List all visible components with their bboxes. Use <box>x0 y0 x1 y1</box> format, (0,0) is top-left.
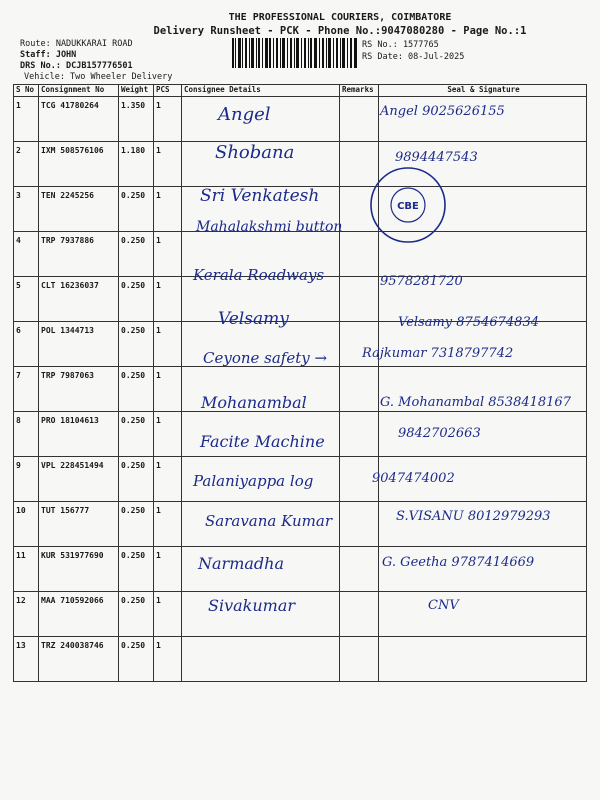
consignee-handwritten-name: Ceyone safety → <box>203 349 328 367</box>
row-pcs: 1 <box>154 97 182 142</box>
col-consignee: Consignee Details <box>182 85 340 97</box>
row-sno: 8 <box>14 412 39 457</box>
col-weight: Weight <box>119 85 154 97</box>
row-sno: 13 <box>14 637 39 682</box>
row-weight: 0.250 <box>119 412 154 457</box>
runsheet-table <box>13 84 587 682</box>
row-sno: 12 <box>14 592 39 637</box>
row-pcs: 1 <box>154 547 182 592</box>
row-consignee-cell <box>182 637 340 682</box>
row-pcs: 1 <box>154 637 182 682</box>
svg-text:CBE: CBE <box>397 201 419 212</box>
row-sno: 7 <box>14 367 39 412</box>
row-sno: 11 <box>14 547 39 592</box>
row-weight: 0.250 <box>119 502 154 547</box>
row-remarks-cell <box>340 592 379 637</box>
row-weight: 0.250 <box>119 322 154 367</box>
consignee-handwritten-name: Palaniyappa log <box>193 472 314 490</box>
col-pcs: PCS <box>154 85 182 97</box>
row-pcs: 1 <box>154 592 182 637</box>
row-weight: 0.250 <box>119 367 154 412</box>
row-consignment-no: MAA 710592066 <box>39 592 119 637</box>
recipient-signature: 9047474002 <box>372 471 455 486</box>
consignee-handwritten-name: Sivakumar <box>208 596 296 615</box>
row-sno: 9 <box>14 457 39 502</box>
row-consignment-no: TCG 41780264 <box>39 97 119 142</box>
row-remarks-cell <box>340 367 379 412</box>
recipient-signature: Rajkumar 7318797742 <box>362 346 514 361</box>
consignee-handwritten-name: Shobana <box>215 142 295 163</box>
row-remarks-cell <box>340 502 379 547</box>
consignee-handwritten-name: Narmadha <box>198 554 284 573</box>
col-seal-signature: Seal & Signature <box>379 85 587 97</box>
row-sno: 10 <box>14 502 39 547</box>
row-consignment-no: TRZ 240038746 <box>39 637 119 682</box>
table-row <box>14 592 587 637</box>
consignee-handwritten-name: Facite Machine <box>200 432 325 451</box>
row-weight: 0.250 <box>119 187 154 232</box>
recipient-signature: G. Mohanambal 8538418167 <box>380 395 571 410</box>
row-remarks-cell <box>340 412 379 457</box>
runsheet-subtitle: Delivery Runsheet - PCK - Phone No.:9047080280 - Page No.:1 <box>153 25 527 37</box>
table-row <box>14 637 587 682</box>
recipient-signature: G. Geetha 9787414669 <box>382 555 535 570</box>
recipient-signature: 9842702663 <box>398 426 481 441</box>
row-pcs: 1 <box>154 232 182 277</box>
route-label: Route: NADUKKARAI ROAD <box>20 39 133 49</box>
recipient-signature: CNV <box>428 598 459 613</box>
drs-label: DRS No.: DCJB157776501 <box>20 61 133 71</box>
col-consignment: Consignment No <box>39 85 119 97</box>
row-sno: 4 <box>14 232 39 277</box>
row-signature-cell <box>379 592 587 637</box>
recipient-signature: 9894447543 <box>395 150 478 165</box>
row-signature-cell <box>379 637 587 682</box>
table-header-row <box>14 85 587 97</box>
row-consignment-no: PRO 18104613 <box>39 412 119 457</box>
recipient-signature: S.VISANU 8012979293 <box>396 509 551 524</box>
col-sno: S No <box>14 85 39 97</box>
row-pcs: 1 <box>154 457 182 502</box>
company-title: THE PROFESSIONAL COURIERS, COIMBATORE <box>228 12 452 23</box>
recipient-signature: Velsamy 8754674834 <box>398 315 539 330</box>
row-consignment-no: TEN 2245256 <box>39 187 119 232</box>
row-weight: 0.250 <box>119 232 154 277</box>
consignee-handwritten-name: Saravana Kumar <box>205 512 332 530</box>
row-pcs: 1 <box>154 412 182 457</box>
consignee-handwritten-name: Kerala Roadways <box>193 266 325 284</box>
recipient-signature: Angel 9025626155 <box>380 104 505 119</box>
company-seal-stamp <box>368 165 448 245</box>
col-remarks: Remarks <box>340 85 379 97</box>
row-weight: 0.250 <box>119 277 154 322</box>
row-remarks-cell <box>340 277 379 322</box>
consignee-handwritten-name: Sri Venkatesh <box>200 186 320 206</box>
row-sno: 5 <box>14 277 39 322</box>
row-weight: 0.250 <box>119 637 154 682</box>
row-consignment-no: VPL 228451494 <box>39 457 119 502</box>
row-sno: 6 <box>14 322 39 367</box>
row-consignment-no: KUR 531977690 <box>39 547 119 592</box>
row-pcs: 1 <box>154 277 182 322</box>
consignee-handwritten-name: Velsamy <box>218 309 289 329</box>
row-sno: 2 <box>14 142 39 187</box>
row-sno: 3 <box>14 187 39 232</box>
barcode <box>232 38 357 68</box>
row-consignment-no: TUT 156777 <box>39 502 119 547</box>
staff-label: Staff: JOHN <box>20 50 77 60</box>
row-weight: 1.180 <box>119 142 154 187</box>
row-pcs: 1 <box>154 502 182 547</box>
row-weight: 1.350 <box>119 97 154 142</box>
rs-date: RS Date: 08-Jul-2025 <box>362 52 465 62</box>
row-pcs: 1 <box>154 322 182 367</box>
row-remarks-cell <box>340 637 379 682</box>
row-consignment-no: TRP 7937886 <box>39 232 119 277</box>
row-weight: 0.250 <box>119 592 154 637</box>
row-pcs: 1 <box>154 142 182 187</box>
row-consignment-no: TRP 7987063 <box>39 367 119 412</box>
row-pcs: 1 <box>154 187 182 232</box>
row-sno: 1 <box>14 97 39 142</box>
vehicle-label: Vehicle: Two Wheeler Delivery <box>24 72 173 82</box>
consignee-handwritten-name: Angel <box>218 104 271 125</box>
recipient-signature: 9578281720 <box>380 274 463 289</box>
row-weight: 0.250 <box>119 457 154 502</box>
row-pcs: 1 <box>154 367 182 412</box>
row-consignment-no: POL 1344713 <box>39 322 119 367</box>
row-consignment-no: IXM 508576106 <box>39 142 119 187</box>
table-row <box>14 142 587 187</box>
row-consignment-no: CLT 16236037 <box>39 277 119 322</box>
row-remarks-cell <box>340 97 379 142</box>
row-weight: 0.250 <box>119 547 154 592</box>
rs-number: RS No.: 1577765 <box>362 40 439 50</box>
consignee-handwritten-name: Mohanambal <box>201 393 307 412</box>
consignee-handwritten-name: Mahalakshmi button <box>196 219 343 235</box>
row-remarks-cell <box>340 547 379 592</box>
